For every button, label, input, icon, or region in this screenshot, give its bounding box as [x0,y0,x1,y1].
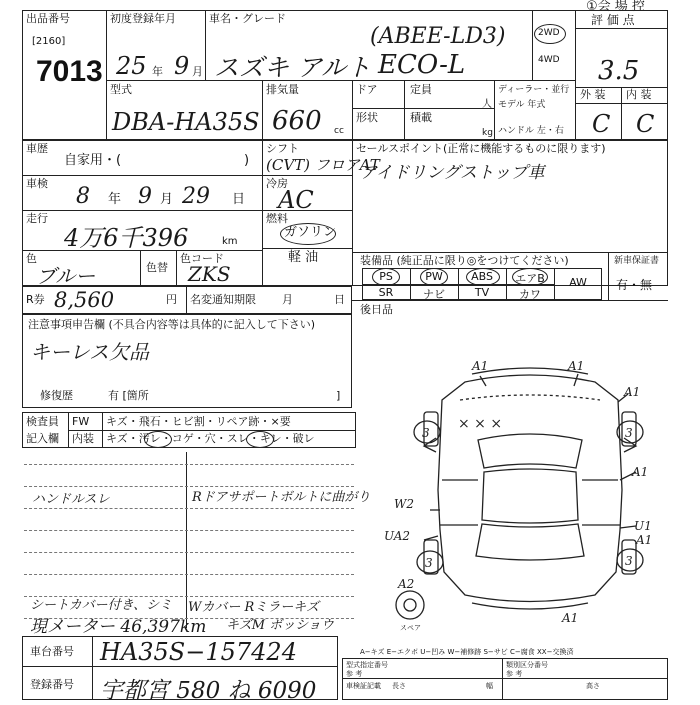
equip-airbag: エアB [515,272,545,285]
cc-unit: cc [334,126,344,136]
equip-leather: カワ [519,288,541,301]
inspector-label1: 検査員 [26,415,59,428]
remark-right3: キズM ボッショウ [226,618,334,633]
km-unit: km [222,236,238,247]
displacement-value: 660 [272,106,322,136]
rear-window [476,524,584,560]
mark-a1-right-door: A1 [632,465,649,479]
mark-a1-right-fender: A1 [624,385,641,399]
hood-line [460,395,600,400]
load-label: 積載 [410,111,432,124]
remark-left1: ハンドルスレ [32,492,110,507]
model-label: 型式 [110,83,132,96]
cat-label: 類別区分番号 [506,661,548,669]
int-label: 内 装 [626,88,652,101]
car-name: スズキ アルト [214,53,371,82]
mark-a1-front-left: A1 [472,359,489,373]
kg-unit: kg [482,128,493,138]
person-unit: 人 [482,99,492,110]
ac-value: AC [278,186,314,214]
dealer-label: ディーラー・並行 [498,85,570,95]
mark-a1-right-rear: A1 [636,533,653,547]
inspector-fw: FW [72,415,90,428]
recycle-label: R券 [26,293,45,306]
drive-2wd-circle [534,24,566,44]
height-label: 高さ [586,682,600,690]
left-mirror [424,438,436,452]
name-change-label: 名変通知期限 [190,293,256,306]
remark-right1: Rドアサポートボルトに曲がり [192,490,371,505]
door-label: ドア [356,83,378,96]
sales-label: セールスポイント(正常に機能するものに限ります) [356,142,606,155]
year-unit: 年 [152,65,163,78]
wear-circle [246,431,274,448]
width-label: 幅 [486,682,493,690]
remark-left3: 現メーター 46,397km [30,617,207,637]
spare-tire-hub [404,599,416,611]
equip-pw: PW [425,270,443,283]
mileage-value: 4万6千396 [64,224,189,252]
mark-3-fl: 3 [422,426,430,440]
equip-sr: SR [378,286,394,299]
color-code-label: 色コード [180,252,224,265]
reg-value: 宇都宮 580 ね 6090 [100,678,317,704]
warranty-value: 有・無 [616,278,653,292]
use-value: 自家用・( [64,153,122,168]
car-grade: ECO-L [378,50,466,80]
inspector-row2: キズ・汚レ・コゲ・穴・スレ・キレ・破レ [106,432,315,445]
insp-month-unit: 月 [160,192,174,207]
int-grade: C [636,110,655,138]
footer-right [342,658,668,700]
name-change-day: 日 [334,293,345,306]
recycle-value: 8,560 [54,288,115,312]
inspector-naisou: 内装 [72,432,94,445]
car-damage-diagram [380,350,680,640]
mark-3-fr: 3 [625,426,633,440]
use-label: 車歴 [26,142,48,155]
mark-ua2: UA2 [384,529,411,543]
insp-day: 29 [182,184,210,209]
fuel-circle [280,223,336,245]
color-code-value: ZKS [188,262,231,286]
shift-value: (CVT) フロアAT [266,156,380,174]
ref2-label: 参 考 [506,670,523,678]
remark-left2: シートカバー付き、シミ [30,598,173,613]
shift-label: シフト [266,142,299,155]
notes-value: キーレス欠品 [30,340,149,364]
ac-label: 冷房 [266,177,288,190]
first-reg-year: 25 [116,52,147,80]
fuel-value2: 軽 油 [288,250,319,265]
first-reg-label: 初度登録年月 [110,12,176,25]
windshield [478,434,582,468]
lot-label: 出品番号 [26,12,70,25]
fuel-value1: ガソリン [284,225,337,240]
chassis-label: 車台番号 [30,645,74,658]
color-change-label: 色替 [146,261,168,274]
equip-navi: ナビ [423,288,445,301]
warranty-label: 新車保証書 [614,256,660,266]
reg-label: 登録番号 [30,678,74,691]
mark-w2: W2 [394,497,414,511]
repair-label: 修復歴 [40,389,73,402]
equip-ps-circle [372,268,400,286]
drive-2wd: 2WD [538,28,560,38]
spare-label: スペア [400,624,421,632]
color-label: 色 [26,252,37,265]
repair-close: ] [336,389,341,402]
lot-number: 7013 [36,55,103,88]
inspector-row1: キズ・飛石・ヒビ割・リペア跡・×要 [106,415,291,428]
ref-label: 参 考 [346,670,363,678]
mark-3-rl: 3 [425,556,433,570]
veh-cert-label: 車検証記載 [346,682,381,690]
car-name-label: 車名・グレード [209,12,286,25]
car-code: (ABEE-LD3) [370,24,506,49]
equip-abs-circle [466,268,500,286]
equip-abs: ABS [471,270,493,283]
equipment-label: 装備品 (純正品に限り◎をつけてください) [360,254,569,267]
post-label: 後日品 [360,303,393,316]
name-change-month: 月 [282,293,293,306]
first-reg-month: 9 [174,52,190,80]
mark-3-rr: 3 [625,554,633,568]
equip-aw: AW [569,276,587,289]
format-label: 型式指定番号 [346,661,388,669]
spare-tire-icon [396,591,424,619]
inspection-label: 車検 [26,177,48,190]
equip-tv: TV [474,286,490,299]
capacity-label: 定員 [410,83,432,96]
drive-4wd: 4WD [538,55,560,65]
eval-label: 評 価 点 [591,13,635,27]
mark-a1-rear: A1 [562,611,579,625]
rear-bumper [472,603,588,609]
handle-label: ハンドル 左・右 [498,126,564,136]
sales-value: アイドリングストップ車 [360,163,545,183]
mark-a1-front-right: A1 [568,359,585,373]
inspector-label2: 記入欄 [26,432,59,445]
eval-score: 3.5 [598,56,640,86]
month-unit: 月 [192,65,203,78]
right-mirror [624,438,636,452]
ext-grade: C [592,110,611,138]
notes-label: 注意事項申告欄 (不具合内容等は具体的に記入して下さい) [28,318,316,331]
mark-u1-right: U1 [634,519,652,533]
venue-copy-label: ①会 場 控 [586,0,645,14]
displacement-label: 排気量 [266,83,299,96]
equip-airbag-circle [512,268,548,286]
roof [482,469,578,523]
yen-unit: 円 [166,293,177,306]
damage-legend: A−キズ E−エクボ U−凹み W−補修跡 S−サビ C−腐食 XX−交換済 [360,648,574,656]
insp-year-unit: 年 [108,192,122,207]
use-close: ) [244,153,250,168]
len-label: 長さ [392,682,406,690]
model-year-label: モデル 年式 [498,100,546,110]
equip-pw-circle [420,268,448,286]
car-body-outline [438,375,622,602]
lot-code: [2160] [32,36,66,47]
chassis-value: HA35S−157424 [100,638,297,666]
insp-year: 8 [76,184,90,209]
color-value: ブルー [36,264,96,288]
ext-label: 外 装 [580,88,606,101]
dirt-circle [144,431,172,448]
mark-a2-spare: A2 [398,577,415,591]
equip-ps: PS [379,270,393,283]
repair-value: 有 [箇所 [108,389,149,402]
insp-month: 9 [138,184,152,209]
remark-right2: Wカバー Rミラーキズ [188,600,320,615]
mileage-label: 走行 [26,212,48,225]
fuel-label: 燃料 [266,212,288,225]
insp-day-unit: 日 [232,192,246,207]
shape-label: 形状 [356,111,378,124]
mark-x-left: × × × [458,416,503,432]
model-value: DBA-HA35S [112,108,260,136]
